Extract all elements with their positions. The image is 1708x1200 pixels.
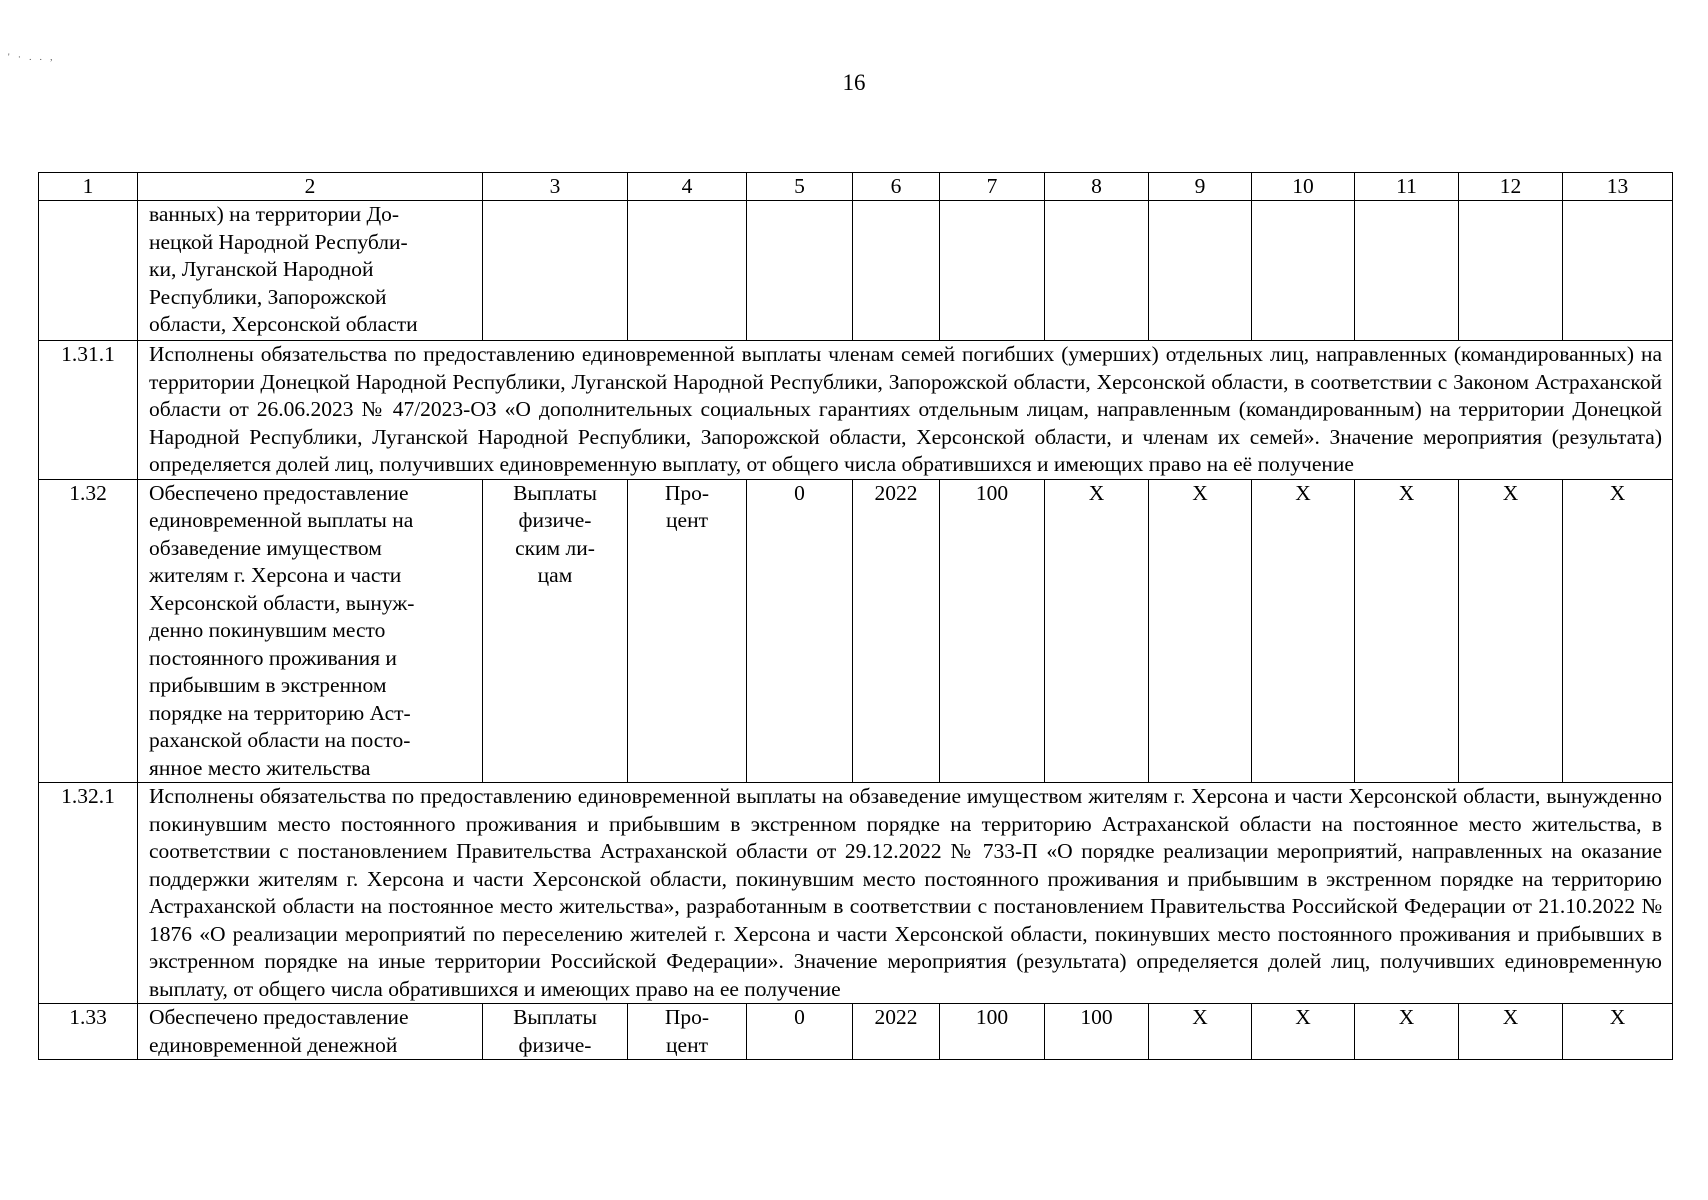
value-col-12: X: [1459, 479, 1563, 783]
value-col-9: X: [1149, 479, 1252, 783]
row-number: 1.32: [39, 479, 138, 783]
value-col-7: 100: [940, 479, 1045, 783]
base-value: 0: [747, 479, 853, 783]
value-col-8: 100: [1045, 1004, 1149, 1060]
row-number: 1.32.1: [39, 783, 138, 1004]
result-description: Исполнены обязательства по предоставлению единовременной выплаты на обзаведение имуществом жителям г. Херсона и части Херсонской области, вынужденно покинувшим место постоянного проживания и прибывшим в экстренном порядке на территорию Астраханской области на постоянное место жительства, в соответствии с постановлением Правительства Астраханской области от 29.12.2022 № 733-П «О порядке реализации мероприятий, направленных на оказание поддержки жителям г. Херсона и части Херсонской области, покинувшим место постоянного проживания и прибывшим в экстренном порядке на территорию Астраханской области на постоянное место жительства», разработанным в соответствии с постановлением Правительства Российской Федерации от 21.10.2022 № 1876 «О реализации мероприятий по переселению жителей г. Херсона и части Херсонской области, покинувших место постоянного проживания и прибывших в экстренном порядке на иные территории Российской Федерации». Значение мероприятия (результата) определяется долей лиц, получивших единовременную выплату, от общего числа обратившихся и имеющих право на ее получение: [138, 783, 1673, 1004]
header-cell-4: 4: [628, 173, 747, 201]
cell-empty: [1459, 201, 1563, 341]
value-col-9: X: [1149, 1004, 1252, 1060]
cell-empty: [1045, 201, 1149, 341]
header-cell-9: 9: [1149, 173, 1252, 201]
value-col-10: X: [1252, 1004, 1355, 1060]
base-year: 2022: [853, 1004, 940, 1060]
header-cell-2: 2: [138, 173, 483, 201]
base-year: 2022: [853, 479, 940, 783]
measure-type: Выплаты физиче-: [483, 1004, 628, 1060]
header-cell-10: 10: [1252, 173, 1355, 201]
header-cell-1: 1: [39, 173, 138, 201]
table-row-1-31-1: [39, 341, 1673, 480]
row-number: 1.31.1: [39, 341, 138, 480]
cell-empty: [483, 201, 628, 341]
result-description: Исполнены обязательства по предоставлению единовременной выплаты членам семей погибших (умерших) отдельных лиц, направленных (командированных) на территории Донецкой Народной Республики, Луганской Народной Республики, Запорожской области, Херсонской области, в соответствии с Законом Астраханской области от 26.06.2023 № 47/2023-ОЗ «О дополнительных социальных гарантиях отдельным лицам, направленным (командированным) на территории Донецкой Народной Республики, Луганской Народной Республики, Запорожской области, Херсонской области, и членам их семей». Значение мероприятия (результата) определяется долей лиц, получивших единовременную выплату, от общего числа обратившихся и имеющих право на её получение: [138, 341, 1673, 480]
header-cell-11: 11: [1355, 173, 1459, 201]
unit-of-measure: Про- цент: [628, 1004, 747, 1060]
row-number: 1.33: [39, 1004, 138, 1060]
page-number: 16: [842, 70, 866, 95]
table-row-1-32: [39, 479, 1673, 783]
value-col-8: X: [1045, 479, 1149, 783]
value-col-13: X: [1563, 1004, 1673, 1060]
header-cell-5: 5: [747, 173, 853, 201]
value-col-11: X: [1355, 479, 1459, 783]
scan-speck: ' · . . ,: [8, 52, 56, 62]
cell-empty: [1355, 201, 1459, 341]
header-cell-12: 12: [1459, 173, 1563, 201]
measure-name: Обеспечено предоставление единовременной денежной: [138, 1004, 483, 1060]
value-col-10: X: [1252, 479, 1355, 783]
measure-name: Обеспечено предоставление единовременной выплаты на обзаведение имуществом жителям г. Херсона и части Херсонской области, вынуж- денно покинувшим место постоянного проживания и прибывшим в экстренном порядке на территорию Аст- раханской области на посто- янное место жительства: [138, 479, 483, 783]
indicators-table: [38, 172, 1673, 1060]
value-col-12: X: [1459, 1004, 1563, 1060]
cell-empty: [747, 201, 853, 341]
value-col-13: X: [1563, 479, 1673, 783]
cell-empty: [940, 201, 1045, 341]
table-row-1-32-1: [39, 783, 1673, 1004]
header-cell-7: 7: [940, 173, 1045, 201]
base-value: 0: [747, 1004, 853, 1060]
header-cell-3: 3: [483, 173, 628, 201]
cell-empty: [1252, 201, 1355, 341]
value-col-11: X: [1355, 1004, 1459, 1060]
cell-empty: [628, 201, 747, 341]
cell-empty: [853, 201, 940, 341]
table-row-1-33: [39, 1004, 1673, 1060]
measure-type: Выплаты физиче- ским ли- цам: [483, 479, 628, 783]
header-cell-13: 13: [1563, 173, 1673, 201]
cell-empty: [1563, 201, 1673, 341]
header-cell-8: 8: [1045, 173, 1149, 201]
value-col-7: 100: [940, 1004, 1045, 1060]
row-number: [39, 201, 138, 341]
cell-empty: [1149, 201, 1252, 341]
header-cell-6: 6: [853, 173, 940, 201]
unit-of-measure: Про- цент: [628, 479, 747, 783]
measure-name: ванных) на территории До- нецкой Народной Республи- ки, Луганской Народной Республики, Запорожской области, Херсонской области: [138, 201, 483, 341]
header-row: [39, 173, 1673, 201]
table-row-continuation: [39, 201, 1673, 341]
